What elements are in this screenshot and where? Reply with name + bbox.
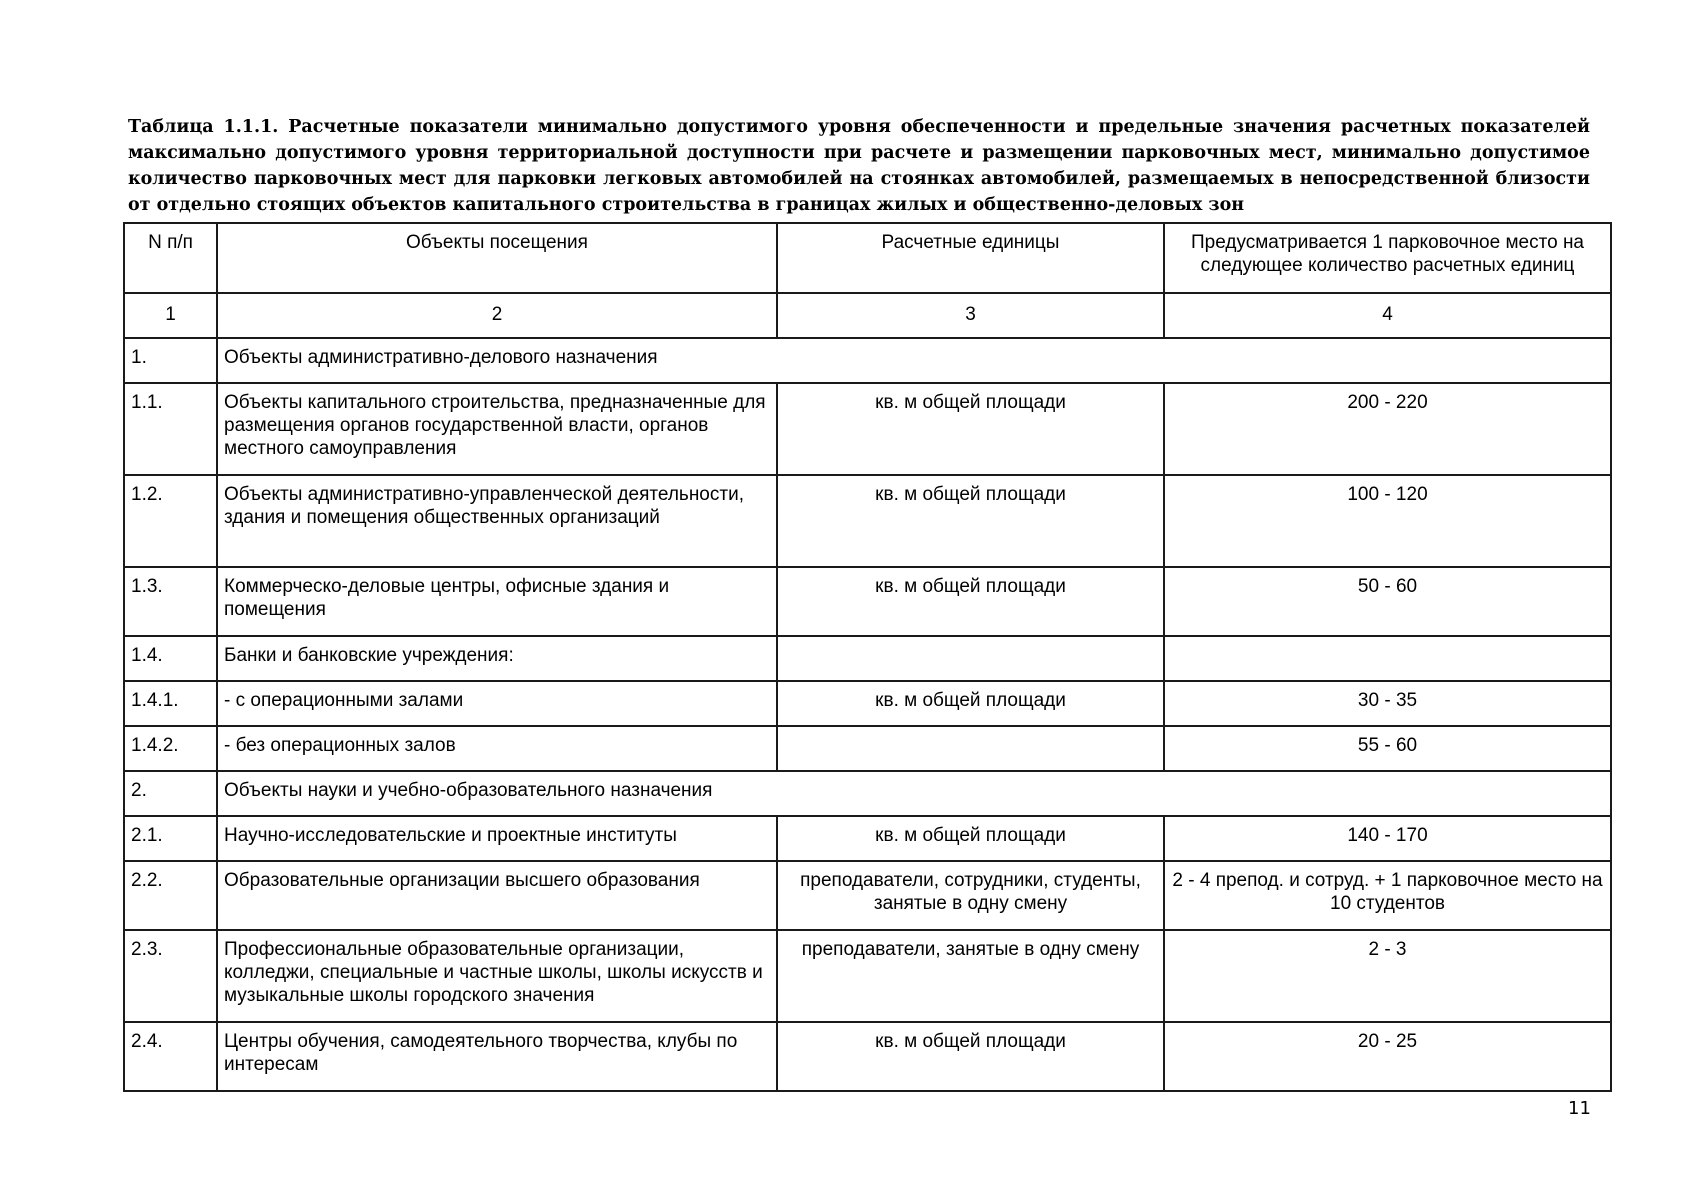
row-unit: кв. м общей площади <box>777 681 1164 726</box>
row-number: 1.3. <box>124 567 217 636</box>
table-row <box>124 383 1611 475</box>
table-row <box>124 816 1611 861</box>
row-number: 1.4.2. <box>124 726 217 771</box>
table-row <box>124 861 1611 930</box>
section-row <box>124 338 1611 383</box>
row-unit: кв. м общей площади <box>777 816 1164 861</box>
table-header-row <box>124 223 1611 293</box>
row-number: 2.4. <box>124 1022 217 1091</box>
column-number: 1 <box>124 293 217 338</box>
row-value: 200 - 220 <box>1164 383 1611 475</box>
row-value: 20 - 25 <box>1164 1022 1611 1091</box>
table-row <box>124 726 1611 771</box>
section-row <box>124 771 1611 816</box>
row-object: - с операционными залами <box>217 681 777 726</box>
table-row <box>124 681 1611 726</box>
page-number: 11 <box>1568 1098 1591 1119</box>
row-number: 1.4. <box>124 636 217 681</box>
row-value: 140 - 170 <box>1164 816 1611 861</box>
column-number-row <box>124 293 1611 338</box>
header-number: N п/п <box>124 223 217 293</box>
section-title: Объекты административно-делового назначения <box>217 338 1611 383</box>
table-row <box>124 567 1611 636</box>
row-number: 2. <box>124 771 217 816</box>
row-value: 2 - 3 <box>1164 930 1611 1022</box>
table-caption: Таблица 1.1.1. Расчетные показатели минимально допустимого уровня обеспеченности и предельные значения расчетных показателей максимально допустимого уровня территориальной доступности при расчете и размещении парковочных мест, минимально допустимое количество парковочных мест для парковки легковых автомобилей на стоянках автомобилей, размещаемых в непосредственной близости от отдельно стоящих объектов капитального строительства в границах жилых и общественно-деловых зон <box>128 117 1590 215</box>
header-units: Расчетные единицы <box>777 223 1164 293</box>
section-title: Объекты науки и учебно-образовательного назначения <box>217 771 1611 816</box>
column-number: 4 <box>1164 293 1611 338</box>
header-parking-ratio: Предусматривается 1 парковочное место на следующее количество расчетных единиц <box>1164 223 1611 293</box>
row-unit: преподаватели, занятые в одну смену <box>777 930 1164 1022</box>
row-number: 2.1. <box>124 816 217 861</box>
table-row <box>124 1022 1611 1091</box>
row-value: 30 - 35 <box>1164 681 1611 726</box>
row-number: 1.2. <box>124 475 217 567</box>
row-object: - без операционных залов <box>217 726 777 771</box>
row-unit: кв. м общей площади <box>777 567 1164 636</box>
column-number: 2 <box>217 293 777 338</box>
row-unit: кв. м общей площади <box>777 1022 1164 1091</box>
row-object: Объекты капитального строительства, предназначенные для размещения органов государственной власти, органов местного самоуправления <box>217 383 777 475</box>
parking-norms-table <box>123 222 1612 1092</box>
row-unit <box>777 726 1164 771</box>
row-unit: преподаватели, сотрудники, студенты, занятые в одну смену <box>777 861 1164 930</box>
row-value: 100 - 120 <box>1164 475 1611 567</box>
row-number: 1. <box>124 338 217 383</box>
row-unit: кв. м общей площади <box>777 383 1164 475</box>
row-unit: кв. м общей площади <box>777 475 1164 567</box>
row-number: 2.3. <box>124 930 217 1022</box>
row-value: 55 - 60 <box>1164 726 1611 771</box>
row-value: 50 - 60 <box>1164 567 1611 636</box>
row-object: Профессиональные образовательные организации, колледжи, специальные и частные школы, школы искусств и музыкальные школы городского значения <box>217 930 777 1022</box>
row-object: Объекты административно-управленческой деятельности, здания и помещения общественных организаций <box>217 475 777 567</box>
row-number: 2.2. <box>124 861 217 930</box>
row-value: 2 - 4 препод. и сотруд. + 1 парковочное место на 10 студентов <box>1164 861 1611 930</box>
row-number: 1.4.1. <box>124 681 217 726</box>
row-object: Центры обучения, самодеятельного творчества, клубы по интересам <box>217 1022 777 1091</box>
row-object: Банки и банковские учреждения: <box>217 636 777 681</box>
row-object: Коммерческо-деловые центры, офисные здания и помещения <box>217 567 777 636</box>
row-unit <box>777 636 1164 681</box>
row-object: Образовательные организации высшего образования <box>217 861 777 930</box>
header-objects: Объекты посещения <box>217 223 777 293</box>
table-row <box>124 475 1611 567</box>
table-row <box>124 636 1611 681</box>
row-value <box>1164 636 1611 681</box>
row-object: Научно-исследовательские и проектные институты <box>217 816 777 861</box>
row-number: 1.1. <box>124 383 217 475</box>
column-number: 3 <box>777 293 1164 338</box>
table-row <box>124 930 1611 1022</box>
